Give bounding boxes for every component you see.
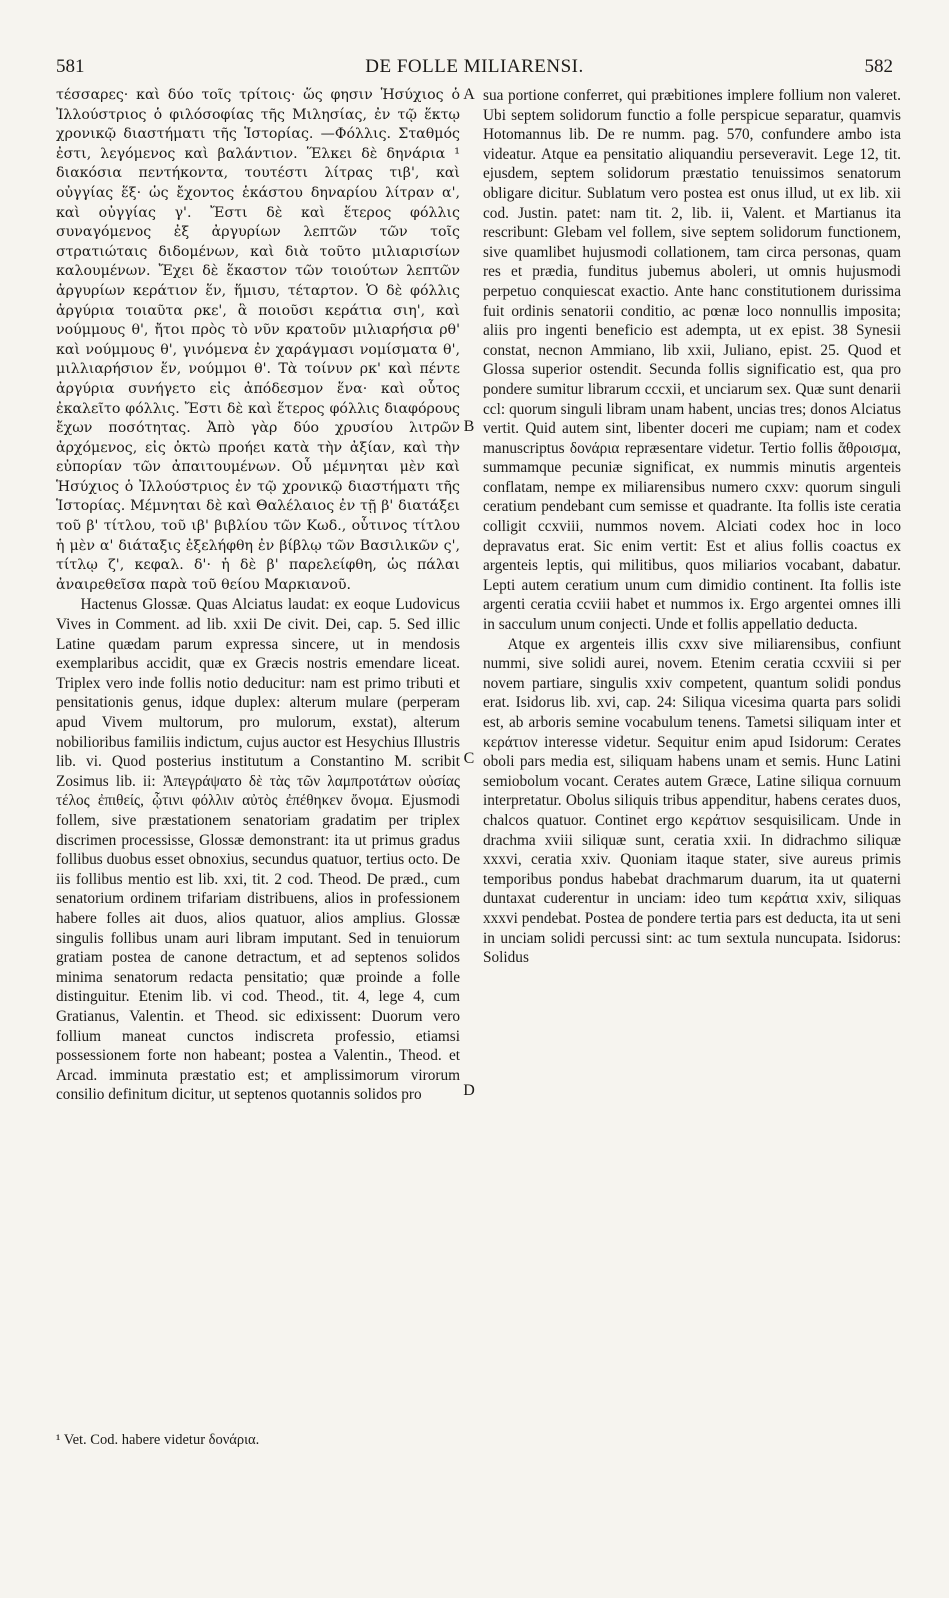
latin-commentary: Hactenus Glossæ. Quas Alciatus laudat: ex eoque Ludovicus Vives in Comment. ad lib. xxii De civit. Dei, cap. 5. Sed illic Latine quædam parum expressa sincere, ut in mendosis exemplaribus accidit, quæ ex Græcis nostris emendare liceat. Triplex vero inde follis notio deducitur: nam est primo tributi et pensitationis genus, idque duplex: alterum mulare (perperam apud Vivem multorum, pro mulorum, exstat), alterum nobilioribus familiis indictum, cujus auctor est Hesychius Illustris lib. vi. Quod posterius institutum a Constantino M. scribit Zosimus lib. ii: Ἀπεγράψατο δὲ τὰς τῶν λαμπροτάτων οὐσίας τέλος ἐπιθείς, ᾧτινι φόλλιν αὐτὸς ἐπέθηκεν ὄνομα. Ejusmodi follem, sive præstationem senatoriam gradatim per triplex discrimen processisse, Glossæ demonstrant: ita ut primus gradus follibus duobus esset obnoxius, secundus quatuor, tertius octo. De iis follibus mentio est lib. xxi, tit. 2 cod. Theod. De præd., cum senatorium ordinem trifariam distribuens, alios in professionem habere folles ait duos, alios quatuor, alios amplius. Glossæ singulis follibus unam auri libram imputant. Sed in tenuiorum gratiam postea de canone detractum, et ad septenos solidos minima senatorum redacta pensitatio; quæ proinde a folle distinguitur. Etenim lib. vi cod. Theod., tit. 4, lege 4, cum Gratianus, Valentin. et Theod. sic edixissent: Duorum vero follium maneat cunctos indiscreta professio, etiamsi possessionem forte non habeant; postea a Valentin., Theod. et Arcad. imminuta præstatio est; et amplissimorum virorum consilio definitum dicitur, ut septenos quotannis solidos pro — [56, 596, 460, 1104]
margin-letter-b: B — [463, 418, 475, 435]
right-column — [483, 86, 901, 1581]
page-number-left: 581 — [56, 56, 85, 77]
margin-letter-a: A — [463, 86, 475, 103]
left-column — [56, 86, 460, 1581]
footnote: ¹ Vet. Cod. habere videtur δονάρια. — [56, 1432, 260, 1448]
margin-letter-c: C — [463, 750, 475, 767]
page-number-right: 582 — [864, 56, 893, 77]
running-title: DE FOLLE MILIARENSI. — [365, 56, 584, 77]
greek-passage: τέσσαρες· καὶ δύο τοῖς τρίτοις· ὥς φησιν Ἡσύχιος ὁ Ἰλλούστριος ὁ φιλόσοφίας τῆς Μιλησίας, ἐν τῷ ἕκτῳ χρονικῷ διαστήματι τῆς Ἱστορίας. —Φόλλις. Σταθμός ἐστι, λεγόμενος καὶ βαλάντιον. Ἕλκει δὲ δηνάρια ¹ διακόσια πεντήκοντα, τουτέστι λίτρας τιβ', καὶ οὐγγίας ἕξ· ὡς ἔχοντος ἑκάστου δηναρίου λίτραν α', καὶ οὐγγίας γ'. Ἔστι δὲ καὶ ἕτερος φόλλις συναγόμενος ἐξ ἀργυρίων λεπτῶν τῶν τοῖς στρατιώταις διδομένων, καὶ διὰ τοῦτο μιλιαρισίων καλουμένων. Ἔχει δὲ ἕκαστον τῶν τοιούτων λεπτῶν ἀργυρίων κεράτιον ἕν, ἥμισυ, τέταρτον. Ὁ δὲ φόλλις ἀργύρια τοιαῦτα ρκε', ἃ ποιοῦσι κεράτια σιη', καὶ νούμμους θ', ἤτοι πρὸς τὸ νῦν κρατοῦν μιλιαρήσια ρθ' καὶ νούμμους θ', γινόμενα ἐν χαράγμασι νομίσματα θ', μιλλιαρήσιον ἕν, νούμμοι θ'. Τὰ τοίνυν ρκ' καὶ πέντε ἀργύρια συνήγετο εἰς ἀπόδεσμον ἕνα· καὶ οὗτος ἐκαλεῖτο φόλλις. Ἔστι δὲ καὶ ἕτερος φόλλις διαφόρους ἔχων ποσότητας. Ἀπὸ γὰρ δύο χρυσίου λιτρῶν ἀρχόμενος, εἰς ὀκτὼ προήει κατὰ τὴν ἀξίαν, καὶ τὴν εὐπορίαν τῶν ἀπαιτουμένων. Οὗ μέμνηται μὲν καὶ Ἡσύχιος ὁ Ἰλλούστριος ἐν τῷ χρονικῷ διαστήματι τῆς Ἱστορίας. Μέμνηται δὲ καὶ Θαλέλαιος ἐν τῇ β' διατάξει τοῦ β' τίτλου, τοῦ ιβ' βιβλίου τῶν Κωδ., οὗτινος τίτλου ἡ μὲν α' διάταξις ἐξελήφθη ἐν βίβλῳ τῶν Βασιλικῶν ς', τίτλῳ ζ', κεφαλ. δ'· ἡ δὲ β' παρελείφθη, ὡς πάλαι ἀναιρεθεῖσα παρὰ τοῦ θείου Μαρκιανοῦ. — [56, 87, 460, 593]
margin-letter-d: D — [463, 1082, 475, 1099]
right-paragraph-1: sua portione conferret, qui præbitiones implere follium non valeret. Ubi septem solidorum functio a folle perspicue separatur, quamvis Hotomannus lib. De re numm. pag. 570, confundere ambo ista videatur. Atque ea pensitatio aliquandiu perseveravit. Lege 12, tit. ejusdem, septem solidorum præstatio tenuissimos senatorum obligare dicitur. Sublatum vero postea est onus illud, ut ex lib. xii cod. Justin. patet: nam tit. 2, lib. ii, Valent. et Martianus ita rescribunt: Glebam vel follem, sive septem solidorum functionem, sive quamlibet hujusmodi collationem, tam circa personas, quam res et prædia, funditus jubemus aboleri, ut omnis hujusmodi perpetuo conquiescat exactio. Ante hanc constitutionem durissima fuit ordinis senatorii conditio, ac pœnæ loco nonnullis imposita; aliis pro ingenti beneficio est adempta, ut ex epist. 38 Synesii constat, necnon Ammiano, lib xxii, Juliano, epist. 25. Quod et Glossa superior ostendit. Secunda follis significatio est, qua pro pondere sumitur librarum cccxii, et unciarum sex. Quæ sunt denarii ccl: quorum singuli libram unam habent, uncias tres; donos Alciatus vertit. Quid autem sint, libenter doceri me cupiam; nam et codex manuscriptus δονάρια repræsentare videtur. Tertio follis ἄθροισμα, summamque pecuniæ significat, ex nummis minutis argenteis conflatam, nempe ex miliarensibus numero cxxv: quorum singuli ceratium pendebant cum semisse et quadrante. Ita follis iste ceratia colligit ccxviii, nummos novem. Alciati codex hoc in loco depravatus erat. Sic enim vertit: Est et alius follis coactus ex argenteis leptis, qui militibus, quos miliarios vocabant, dabatur. Lepti autem ceratium unum cum dimidio continent. Ita follis iste argenti ceratia ccviii habet et nummos ix. Ergo argentei omnes illi in sacculum unum conjecti. Unde et follis appellatio deducta. — [483, 87, 901, 634]
page-header — [56, 56, 893, 84]
right-paragraph-2: Atque ex argenteis illis cxxv sive miliarensibus, confiunt nummi, sive solidi aurei, novem. Etenim ceratia ccxviii si per novem partiare, singulis xxiv competent, quantum solidi pondus erat. Isidorus lib. xvi, cap. 24: Siliqua vicesima quarta pars solidi est, ab arboris semine vocabulum tenens. Tametsi siliquam inter et κεράτιον interesse videtur. Sequitur enim apud Isidorum: Cerates oboli pars media est, siliquam habens unam et semis. Hunc Latini semiobolum vocant. Cerates autem Græce, Latine siliqua cornuum interpretatur. Obolus siliquis tribus appenditur, habens cerates duos, chalcos quatuor. Continet ergo κεράτιον sesquisilicam. Unde in drachma xviii siliquæ sunt, ceratia xxii. In didrachmo siliquæ xxxvi, ceratia xxiv. Quoniam itaque stater, sive aureus primis temporibus pondus habebat drachmarum duarum, ita ut quaterni duntaxat cuderentur in unciam: ideo tum κεράτια xxiv, siliquas xxxvi pendebat. Postea de pondere tertia pars est deducta, ita ut seni in unciam solidi percussi sint: ac tum sextula nuncupata. Isidorus: Solidus — [483, 635, 901, 967]
